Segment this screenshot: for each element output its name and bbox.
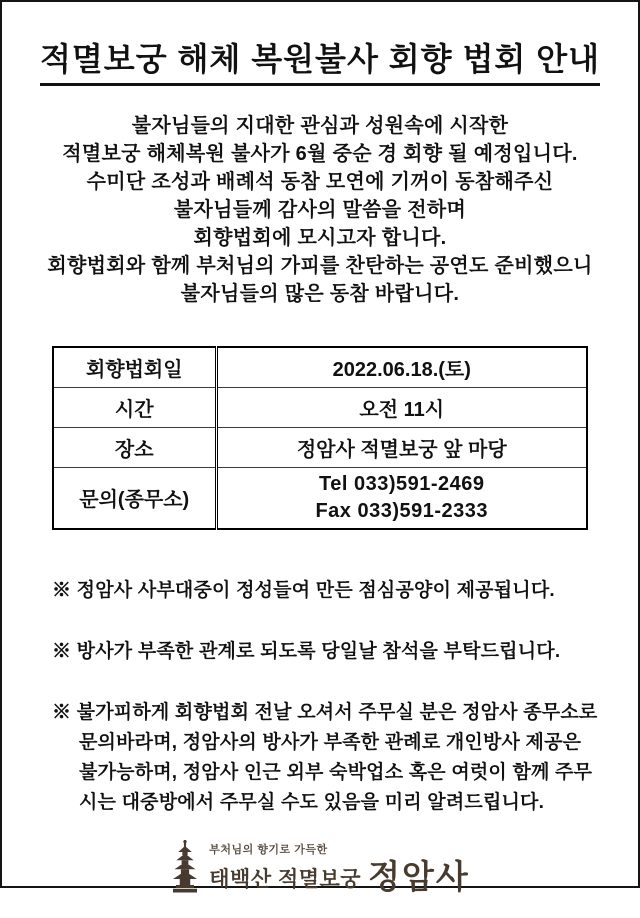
table-row bbox=[53, 427, 587, 467]
intro-line: 회향법회와 함께 부처님의 가피를 찬탄하는 공연도 준비했으니 bbox=[47, 255, 593, 277]
row-label-contact: 문의(종무소) bbox=[53, 467, 216, 529]
table-row bbox=[53, 387, 587, 427]
notes-section bbox=[52, 576, 602, 818]
intro-line: 불자님들의 지대한 관심과 성원속에 시작한 bbox=[131, 115, 509, 137]
row-label-place: 장소 bbox=[53, 427, 216, 467]
row-value-date: 2022.06.18.(토) bbox=[216, 347, 587, 387]
table-row bbox=[53, 467, 587, 529]
table-row bbox=[53, 347, 587, 387]
intro-line: 수미단 조성과 배례석 동참 모연에 기꺼이 동참해주신 bbox=[86, 171, 554, 193]
intro-line: 회향법회에 모시고자 합니다. bbox=[193, 227, 447, 249]
note-lunch: ※ 정암사 사부대중이 정성들여 만든 점심공양이 제공됩니다. bbox=[52, 580, 555, 601]
contact-tel: Tel 033)591-2469 bbox=[318, 472, 485, 495]
title-wrap bbox=[26, 34, 614, 86]
note-lodging: ※ 불가피하게 회향법회 전날 오셔서 주무실 분은 정암사 종무소로 문의바라며, 정암사의 방사가 부족한 관례로 개인방사 제공은 불가능하며, 정암사 인근 외부 숙박업소 혹은 여럿이 함께 주무시는 대중방에서 주무실 수도 있음을 미리 알려드립니다. bbox=[52, 702, 598, 813]
row-value-time: 오전 11시 bbox=[216, 387, 587, 427]
row-label-time: 시간 bbox=[53, 387, 216, 427]
intro-line: 불자님들의 많은 동참 바랍니다. bbox=[180, 283, 460, 305]
logo-region: 태백산 적멸보궁 bbox=[209, 868, 362, 891]
temple-logo bbox=[26, 840, 614, 894]
row-label-date: 회향법회일 bbox=[85, 358, 183, 381]
pagoda-icon bbox=[170, 840, 200, 894]
row-value-place: 정암사 적멸보궁 앞 마당 bbox=[216, 427, 587, 467]
intro-line: 적멸보궁 해체복원 불사가 6월 중순 경 회향 될 예정입니다. bbox=[62, 143, 578, 165]
note-attendance: ※ 방사가 부족한 관계로 되도록 당일날 참석을 부탁드립니다. bbox=[52, 641, 561, 662]
contact-fax: Fax 033)591-2333 bbox=[315, 499, 489, 522]
logo-tagline: 부처님의 향기로 가득한 bbox=[209, 844, 328, 856]
logo-name-row bbox=[209, 860, 469, 893]
logo-temple-name: 정암사 bbox=[368, 858, 470, 895]
row-value-contact bbox=[216, 467, 587, 529]
intro-paragraph bbox=[26, 112, 614, 308]
page-title: 적멸보궁 해체 복원불사 회향 법회 안내 bbox=[40, 34, 600, 86]
logo-text bbox=[209, 841, 469, 893]
intro-line: 불자님들께 감사의 말씀을 전하며 bbox=[173, 199, 467, 221]
notice-document bbox=[2, 34, 638, 918]
event-info-table bbox=[52, 346, 588, 530]
